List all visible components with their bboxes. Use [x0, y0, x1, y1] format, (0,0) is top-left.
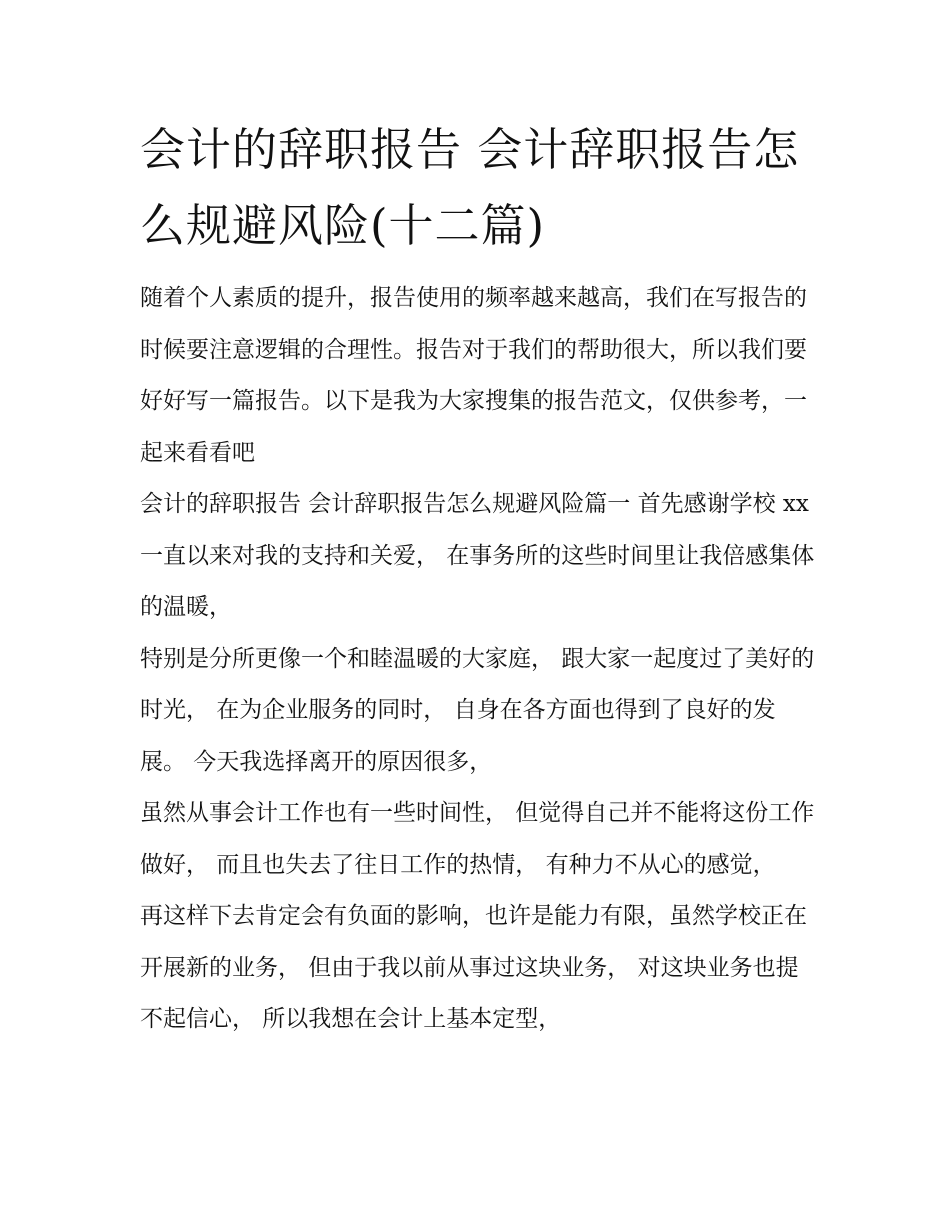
- paragraph-intro: 随着个人素质的提升，报告使用的频率越来越高，我们在写报告的时候要注意逻辑的合理性。报告对于我们的帮助很大，所以我们要好好写一篇报告。以下是我为大家搜集的报告范文，仅供参考，一起来看看吧: [140, 285, 807, 466]
- paragraph-2: 特别是分所更像一个和睦温暖的大家庭， 跟大家一起度过了美好的时光， 在为企业服务的同时， 自身在各方面也得到了良好的发展。 今天我选择离开的原因很多，: [140, 645, 815, 775]
- paragraph-4: 再这样下去肯定会有负面的影响，也许是能力有限，虽然学校正在开展新的业务， 但由于我以前从事过这块业务， 对这块业务也提不起信心， 所以我想在会计上基本定型，: [140, 903, 807, 1032]
- document-page: [140, 112, 820, 1046]
- document-title: 会计的辞职报告 会计辞职报告怎么规避风险(十二篇): [140, 123, 800, 252]
- paragraph-3: 虽然从事会计工作也有一些时间性， 但觉得自己并不能将这份工作做好， 而且也失去了往日工作的热情， 有种力不从心的感觉，: [140, 800, 815, 878]
- paragraph-1: 会计的辞职报告 会计辞职报告怎么规避风险篇一 首先感谢学校 xx 一直以来对我的支持和关爱， 在事务所的这些时间里让我倍感集体的温暖，: [140, 491, 815, 620]
